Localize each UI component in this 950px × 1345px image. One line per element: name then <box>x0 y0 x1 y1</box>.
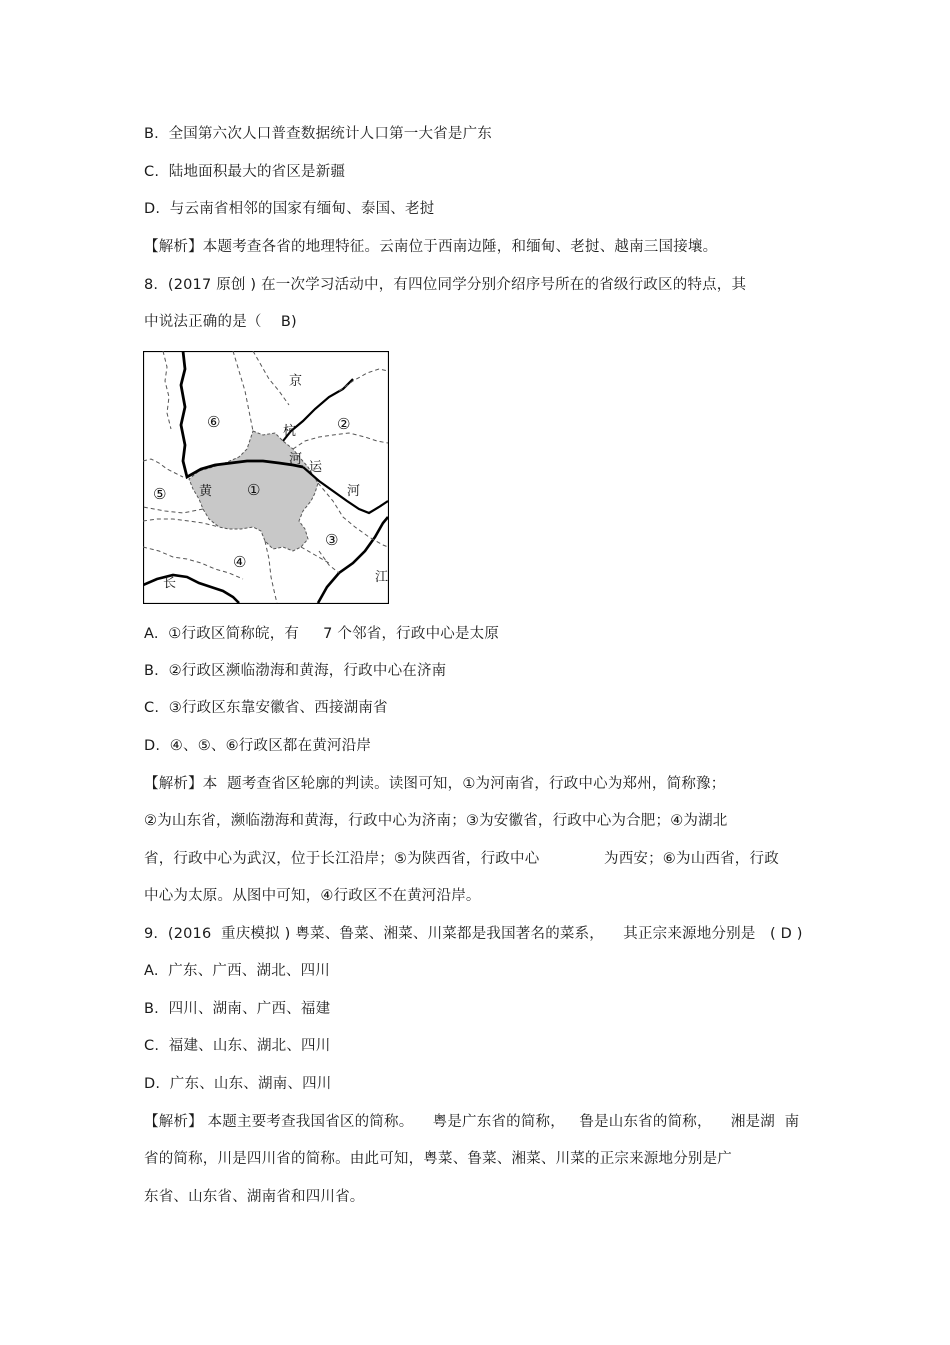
map-marker-3: ③ <box>325 531 339 549</box>
option-b-population: B. 全国第六次人口普查数据统计人口第一大省是广东 <box>144 126 492 142</box>
option-d-neighbors: D. 与云南省相邻的国家有缅甸、泰国、老挝 <box>144 201 435 217</box>
map-marker-5: ⑤ <box>153 485 167 503</box>
analysis-q8-line4: 中心为太原。从图中可知，④行政区不在黄河沿岸。 <box>144 888 481 904</box>
analysis-q9-line2: 省的简称，川是四川省的简称。由此可知，粤菜、鲁菜、湘菜、川菜的正宗来源地分别是广 <box>144 1151 732 1167</box>
question-9-stem: 9. (2016 重庆模拟 ) 粤菜、鲁菜、湘菜、川菜都是我国著名的菜系， 其正宗来源地分别是 ( D ) <box>144 926 803 942</box>
map-marker-2: ② <box>337 415 351 433</box>
map-label-huang: 黄 <box>199 484 213 499</box>
analysis-q7: 【解析】本题考查各省的地理特征。云南位于西南边陲，和缅甸、老挝、越南三国接壤。 <box>144 239 718 255</box>
option-c-q9: C. 福建、山东、湖北、四川 <box>144 1038 331 1054</box>
map-label-hang: 杭 <box>283 424 297 439</box>
map-marker-6: ⑥ <box>207 413 221 431</box>
question-8-stem: 8. (2017 原创 ) 在一次学习活动中，有四位同学分别介绍序号所在的省级行政区的特点，其 <box>144 277 747 293</box>
option-b-q8: B. ②行政区濒临渤海和黄海，行政中心在济南 <box>144 663 447 679</box>
map-label-he-canal: 河 <box>289 452 303 467</box>
map-label-chang: 长 <box>163 576 177 591</box>
province-map <box>143 351 389 604</box>
analysis-q9-line1: 【解析】 本题主要考查我国省区的简称。 粤是广东省的简称， 鲁是山东省的简称， 湘是湖 南 <box>144 1114 800 1130</box>
analysis-q9-line3: 东省、山东省、湖南省和四川省。 <box>144 1189 365 1205</box>
option-c-q8: C. ③行政区东靠安徽省、西接湖南省 <box>144 700 388 716</box>
map-label-yun: 运 <box>309 460 323 475</box>
map-label-jiang: 江 <box>375 570 389 585</box>
map-label-jing: 京 <box>289 374 303 389</box>
analysis-q8-line3a: 省，行政中心为武汉，位于长江沿岸；⑤为陕西省，行政中心 <box>144 851 540 867</box>
question-8-answer: 中说法正确的是（ B) <box>144 314 297 330</box>
option-a-q9: A. 广东、广西、湖北、四川 <box>144 963 330 979</box>
analysis-q8-line1: 【解析】本 题考查省区轮廓的判读。读图可知，①为河南省，行政中心为郑州，简称豫； <box>144 776 726 792</box>
map-marker-4: ④ <box>233 553 247 571</box>
option-d-q8: D. ④、⑤、⑥行政区都在黄河沿岸 <box>144 738 372 754</box>
option-d-q9: D. 广东、山东、湖南、四川 <box>144 1076 332 1092</box>
analysis-q8-line2: ②为山东省，濒临渤海和黄海，行政中心为济南；③为安徽省，行政中心为合肥；④为湖北 <box>144 813 728 829</box>
option-c-area: C. 陆地面积最大的省区是新疆 <box>144 164 346 180</box>
map-label-he-river: 河 <box>347 484 361 499</box>
map-marker-1: ① <box>247 481 261 499</box>
analysis-q8-line3b: 为西安；⑥为山西省，行政 <box>604 851 779 867</box>
option-a-q8: A. ①行政区简称皖，有 7 个邻省，行政中心是太原 <box>144 626 500 642</box>
option-b-q9: B. 四川、湖南、广西、福建 <box>144 1001 331 1017</box>
